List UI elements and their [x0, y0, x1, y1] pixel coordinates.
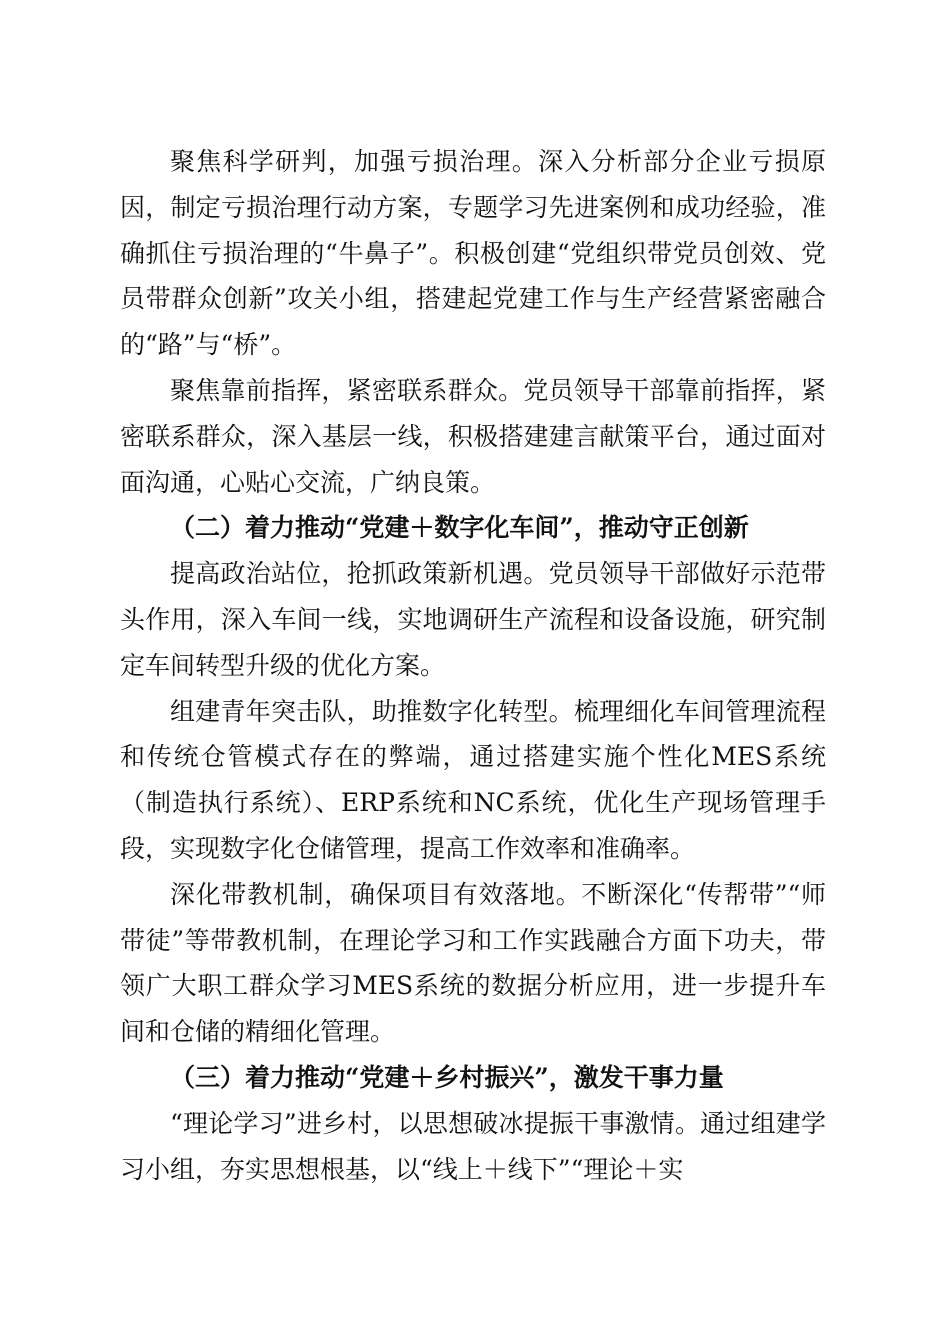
paragraph-youth-task-force: 组建青年突击队，助推数字化转型。梳理细化车间管理流程和传统仓管模式存在的弊端，通过搭建实施个性化MES系统（制造执行系统）、ERP系统和NC系统，优化生产现场管理手段，实现数字化仓储管理，提高工作效率和准确率。 — [120, 696, 826, 863]
paragraph-political-stance: 提高政治站位，抢抓政策新机遇。党员领导干部做好示范带头作用，深入车间一线，实地调研生产流程和设备设施，研究制定车间转型升级的优化方案。 — [120, 559, 826, 680]
paragraph-theory-study-village: “理论学习”进乡村，以思想破冰提振干事激情。通过组建学习小组，夯实思想根基，以“线上＋线下”“理论＋实 — [120, 1108, 826, 1184]
document-body — [120, 139, 826, 1192]
paragraph-loss-governance: 聚焦科学研判，加强亏损治理。深入分析部分企业亏损原因，制定亏损治理行动方案，专题学习先进案例和成功经验，准确抓住亏损治理的“牛鼻子”。积极创建“党组织带党员创效、党员带群众创新”攻关小组，搭建起党建工作与生产经营紧密融合的“路”与“桥”。 — [120, 147, 826, 360]
section-heading-rural-revitalization: （三）着力推动“党建＋乡村振兴”，激发干事力量 — [170, 1062, 724, 1092]
paragraph-mentoring-mechanism: 深化带教机制，确保项目有效落地。不断深化“传帮带”“师带徒”等带教机制，在理论学习和工作实践融合方面下功夫，带领广大职工群众学习MES系统的数据分析应用，进一步提升车间和仓储的精细化管理。 — [120, 879, 826, 1047]
section-heading-digital-workshop: （二）着力推动“党建＋数字化车间”，推动守正创新 — [170, 513, 749, 543]
paragraph-frontline-command: 聚焦靠前指挥，紧密联系群众。党员领导干部靠前指挥，紧密联系群众，深入基层一线，积极搭建建言献策平台，通过面对面沟通，心贴心交流，广纳良策。 — [120, 375, 826, 497]
